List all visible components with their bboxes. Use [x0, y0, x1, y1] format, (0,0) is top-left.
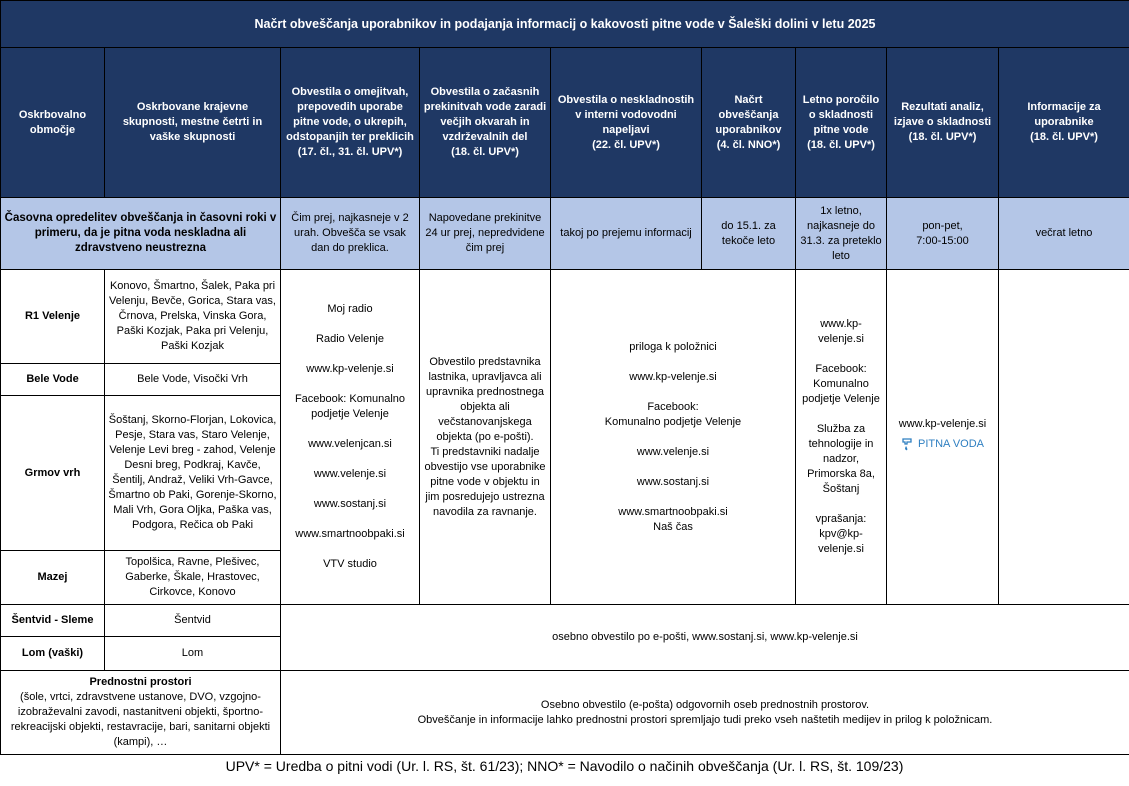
- area-name: Bele Vode: [1, 364, 105, 396]
- header-communities: Oskrbovane krajevne skupnosti, mestne četrti in vaške skupnosti: [105, 48, 281, 198]
- timing-user-info: večrat letno: [999, 198, 1129, 270]
- header-restrictions: Obvestila o omejitvah, prepovedih uporabe pitne vode, o ukrepih, odstopanjih ter preklicih (17. čl., 31. čl. UPV*): [281, 48, 420, 198]
- priority-notes: [281, 671, 1129, 755]
- media-item: www.kp-velenje.si: [898, 418, 987, 430]
- priority-premises: [1, 671, 281, 755]
- media-item: Facebook: Komunalno podjetje Velenje: [294, 393, 406, 420]
- area-communities: Šentvid: [105, 605, 281, 637]
- internal-notice: Obvestilo predstavnika lastnika, upravljavca ali upravnika prednostnega objekta ali večstanovanjskega objekta (po e-pošti). Ti predstavniki nadalje obvestijo vse uporabnike pitne vode v objektu in jim posredujejo ustrezna navodila za ravnanje.: [420, 270, 551, 605]
- media-item: Služba za tehnologije in nadzor, Primorska 8a, Šoštanj: [807, 423, 875, 495]
- plan-report-media: [551, 270, 796, 605]
- small-areas-note: osebno obvestilo po e-pošti, www.sostanj.si, www.kp-velenje.si: [281, 605, 1129, 671]
- area-communities: Bele Vode, Visočki Vrh: [105, 364, 281, 396]
- area-row: [1, 605, 1129, 637]
- timing-nonconformities: takoj po prejemu informacij: [551, 198, 702, 270]
- media-item: www.kp-velenje.si: [818, 318, 864, 345]
- priority-row: [1, 671, 1129, 755]
- page-title: Načrt obveščanja uporabnikov in podajanja informacij o kakovosti pitne vode v Šaleški dolini v letu 2025: [1, 1, 1129, 48]
- media-item: Facebook: Komunalno podjetje Velenje: [802, 363, 880, 405]
- area-name: R1 Velenje: [1, 270, 105, 364]
- area-name: Grmov vrh: [1, 396, 105, 551]
- footnote: UPV* = Uredba o pitni vodi (Ur. l. RS, št. 61/23); NNO* = Navodilo o načinih obveščanja (Ur. l. RS, št. 109/23): [225, 758, 904, 774]
- area-communities: Topolšica, Ravne, Plešivec, Gaberke, Škale, Hrastovec, Cirkovce, Konovo: [105, 551, 281, 605]
- timing-label: Časovna opredelitev obveščanja in časovni roki v primeru, da je pitna voda neskladna ali zdravstveno neustrezna: [1, 198, 281, 270]
- pitna-voda-logo: [901, 436, 984, 452]
- priority-desc: (šole, vrtci, zdravstvene ustanove, DVO, vzgojno-izobraževalni zavodi, nastanitveni objekti, športno-rekreacijski objekti, restavracije, bari, sanitarni objekti (kampi), …: [10, 691, 271, 748]
- header-annual-report: Letno poročilo o skladnosti pitne vode (18. čl. UPV*): [796, 48, 887, 198]
- media-item: priloga k položnici: [629, 340, 717, 353]
- header-analyses: Rezultati analiz, izjave o skladnosti (18. čl. UPV*): [887, 48, 999, 198]
- media-item: www.velenjcan.si: [308, 438, 392, 450]
- priority-note-2: Obveščanje in informacije lahko prednostni prostori spremljajo tudi preko vseh naštetih medijev in prilog k položnicam.: [417, 713, 993, 726]
- user-info-media: [887, 270, 999, 605]
- header-area: Oskrbovalno območje: [1, 48, 105, 198]
- restrictions-media: [281, 270, 420, 605]
- title-row: [1, 1, 1129, 48]
- media-item: www.kp-velenje.si: [306, 363, 394, 375]
- area-name: Šentvid - Sleme: [1, 605, 105, 637]
- media-item: Moj radio: [327, 303, 373, 315]
- timing-analyses: pon-pet, 7:00-15:00: [887, 198, 999, 270]
- priority-title: Prednostni prostori: [89, 676, 192, 688]
- header-row: [1, 48, 1129, 198]
- area-communities: Lom: [105, 637, 281, 671]
- area-name: Mazej: [1, 551, 105, 605]
- header-plan: Načrt obveščanja uporabnikov (4. čl. NNO*): [702, 48, 796, 198]
- timing-annual-report: 1x letno, najkasneje do 31.3. za preteklo leto: [796, 198, 887, 270]
- area-communities: Konovo, Šmartno, Šalek, Paka pri Velenju, Bevče, Gorica, Stara vas, Črnova, Prelska, Vinska Gora, Paški Kozjak, Paka pri Velenju, Paški Kozjak: [105, 270, 281, 364]
- timing-row: [1, 198, 1129, 270]
- media-item: www.velenje.si: [636, 445, 710, 458]
- media-item: www.sostanj.si: [313, 498, 387, 510]
- media-item: www.smartnoobpaki.si Naš čas: [618, 505, 728, 533]
- header-nonconformities: Obvestila o neskladnostih v interni vodovodni napeljavi (22. čl. UPV*): [551, 48, 702, 198]
- area-name: Lom (vaški): [1, 637, 105, 671]
- media-item: VTV studio: [323, 558, 377, 570]
- media-item: www.kp-velenje.si: [629, 370, 717, 383]
- priority-note-1: Osebno obvestilo (e-pošta) odgovornih oseb prednostnih prostorov.: [540, 698, 870, 711]
- header-interruptions: Obvestila o začasnih prekinitvah vode zaradi večjih okvarah in vzdrževalnih del (18. čl. UPV*): [420, 48, 551, 198]
- logo-text: PITNA VODA: [917, 437, 985, 450]
- timing-plan: do 15.1. za tekoče leto: [702, 198, 796, 270]
- media-item: Radio Velenje: [316, 333, 384, 345]
- timing-interruptions: Napovedane prekinitve 24 ur prej, nepredvidene čim prej: [420, 198, 551, 270]
- area-communities: Šoštanj, Skorno-Florjan, Lokovica, Pesje, Stara vas, Staro Velenje, Velenje Levi breg - zahod, Velenje Desni breg, Podkraj, Kavče, Šentilj, Andraž, Veliki Vrh-Gavce, Šmartno ob Paki, Gorenje-Skorno, Mali Vrh, Gora Oljka, Paška vas, Podgora, Rečica ob Paki: [105, 396, 281, 551]
- media-item: vprašanja: kpv@kp-velenje.si: [815, 513, 867, 555]
- water-tap-icon: [901, 436, 915, 452]
- media-item: www.smartnoobpaki.si: [295, 528, 405, 540]
- media-item: www.velenje.si: [313, 468, 387, 480]
- media-item: Facebook: Komunalno podjetje Velenje: [604, 400, 742, 428]
- analyses-media: [796, 270, 887, 605]
- timing-restrictions: Čim prej, najkasneje v 2 urah. Obvešča se vsak dan do preklica.: [281, 198, 420, 270]
- area-row: [1, 270, 1129, 364]
- header-user-info: Informacije za uporabnike (18. čl. UPV*): [999, 48, 1129, 198]
- media-item: www.sostanj.si: [636, 475, 710, 488]
